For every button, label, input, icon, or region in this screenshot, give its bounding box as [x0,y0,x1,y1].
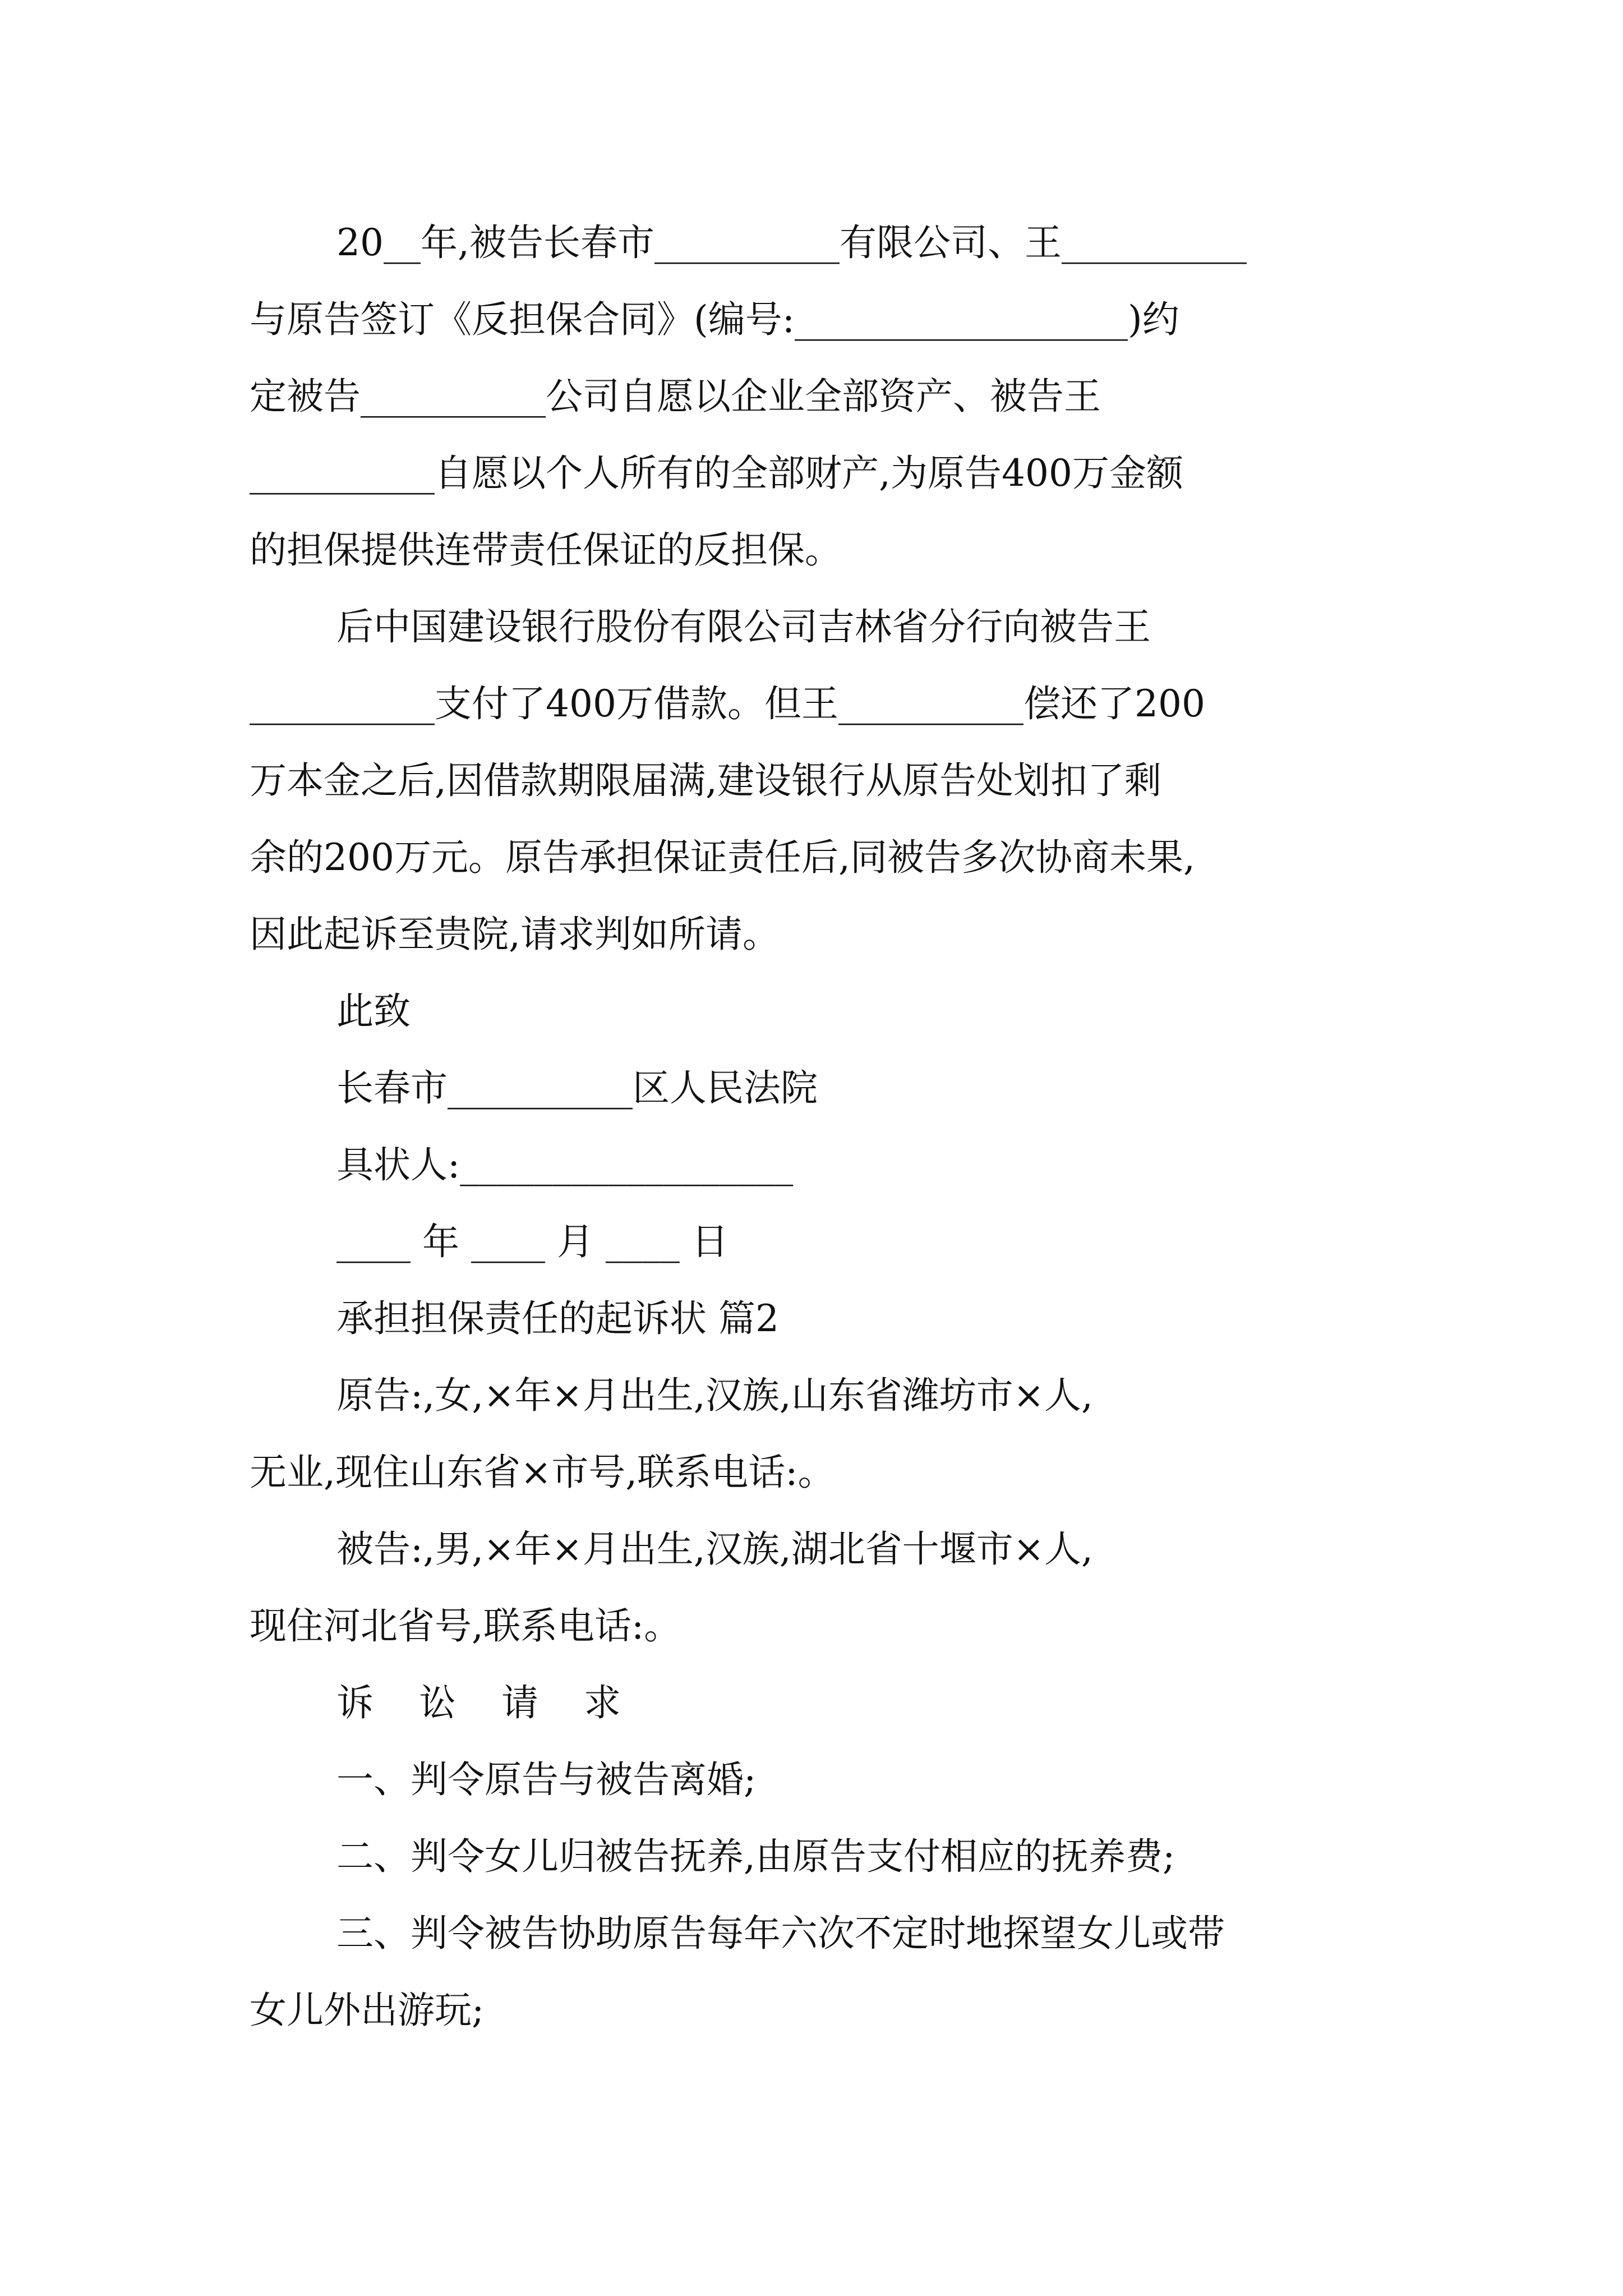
text-line: 一、判令原告与被告离婚; [336,1758,757,1801]
text-line: 因此起诉至贵院,请求判如所请。 [250,913,780,956]
text-line: 现住河北省号,联系电话:。 [250,1604,681,1648]
section-heading: 承担担保责任的起诉状 篇2 [336,1297,779,1340]
text-line: __________支付了400万借款。但王__________偿还了200 [250,682,1205,725]
text-line: 长春市__________区人民法院 [336,1066,818,1110]
text-line: 无业,现住山东省×市号,联系电话:。 [250,1451,835,1494]
text-line: 后中国建设银行股份有限公司吉林省分行向被告王 [336,605,1151,648]
text-line: 此致 [336,990,411,1033]
text-line: 女儿外出游玩; [250,1989,485,2032]
text-line: 被告:,男,×年×月出生,汉族,湖北省十堰市×人, [336,1527,1094,1571]
text-line: 与原告签订《反担保合同》(编号:__________________)约 [250,298,1179,341]
text-line: 20__年,被告长春市__________有限公司、王__________ [336,221,1247,264]
text-line: 原告:,女,×年×月出生,汉族,山东省潍坊市×人, [336,1374,1094,1417]
text-line: ____ 年 ____ 月 ____ 日 [336,1220,728,1263]
text-line: 三、判令被告协助原告每年六次不定时地探望女儿或带 [336,1912,1225,1955]
text-line: 具状人:__________________ [336,1143,794,1186]
text-line: 的担保提供连带责任保证的反担保。 [250,528,842,572]
text-line: 二、判令女儿归被告抚养,由原告支付相应的抚养费; [336,1835,1175,1878]
text-line: __________自愿以个人所有的全部财产,为原告400万金额 [250,452,1183,495]
section-heading: 诉 讼 请 求 [336,1681,638,1724]
text-line: 余的200万元。原告承担保证责任后,同被告多次协商未果, [250,836,1195,879]
text-line: 万本金之后,因借款期限届满,建设银行从原告处划扣了剩 [250,759,1161,802]
text-line: 定被告__________公司自愿以企业全部资产、被告王 [250,375,1101,418]
